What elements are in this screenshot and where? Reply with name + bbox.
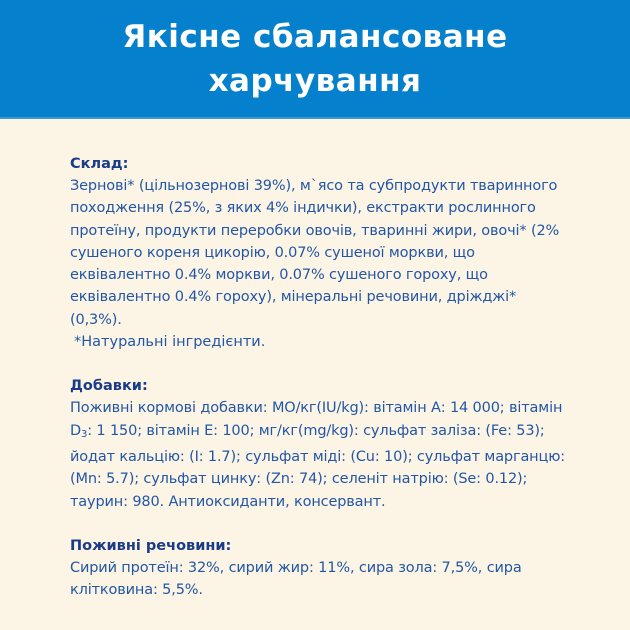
section-heading: Поживні речовини: (70, 537, 232, 554)
additives-text-part2: : 1 150; вітамін Е: 100; мг/кг(mg/kg): сульфат заліза: (Fe: 53); йодат кальцію: (I: 1.7); сульфат міді: (Cu: 10); сульфат марганцю: (Mn: 5.7); сульфат цинку: (Zn: 74); селеніт натрію: (Se: 0.12); таурин: 980. Антиоксиданти, консервант. (70, 422, 566, 510)
footnote: *Натуральні інгредієнти. (74, 334, 266, 351)
section-additives (70, 375, 570, 512)
section-heading: Склад: (70, 156, 129, 172)
product-info (70, 153, 570, 623)
additives-text (70, 397, 570, 512)
composition-text: Зернові* (цільнозернові 39%), м`ясо та субпродукти тваринного походження (25%, з яких 4% індички), екстракти рослинного протеїну, продукти переробки овочів, тваринні жири, овочі* (2% сушеного кореня цикорію, 0.07% сушеної моркви, що еквівалентно 0.4% моркви, 0.07% сушеного гороху, що еквівалентно 0.4% гороху), мінеральні речовини, дріжджі* (0,3%). (70, 178, 560, 328)
section-composition (70, 153, 570, 353)
section-nutrients (70, 535, 570, 602)
additives-text-part1: Поживні кормові добавки: МО/кг(IU/kg): вітамін А: 14 000; вітамін D (70, 400, 563, 439)
section-heading: Добавки: (70, 378, 148, 395)
header-banner (0, 0, 630, 119)
page-title: Якісне сбалансоване харчування (122, 18, 508, 99)
nutrients-text: Сирий протеїн: 32%, сирий жир: 11%, сира зола: 7,5%, сира клітковина: 5,5%. (70, 559, 522, 599)
subscript: 3 (81, 428, 88, 440)
